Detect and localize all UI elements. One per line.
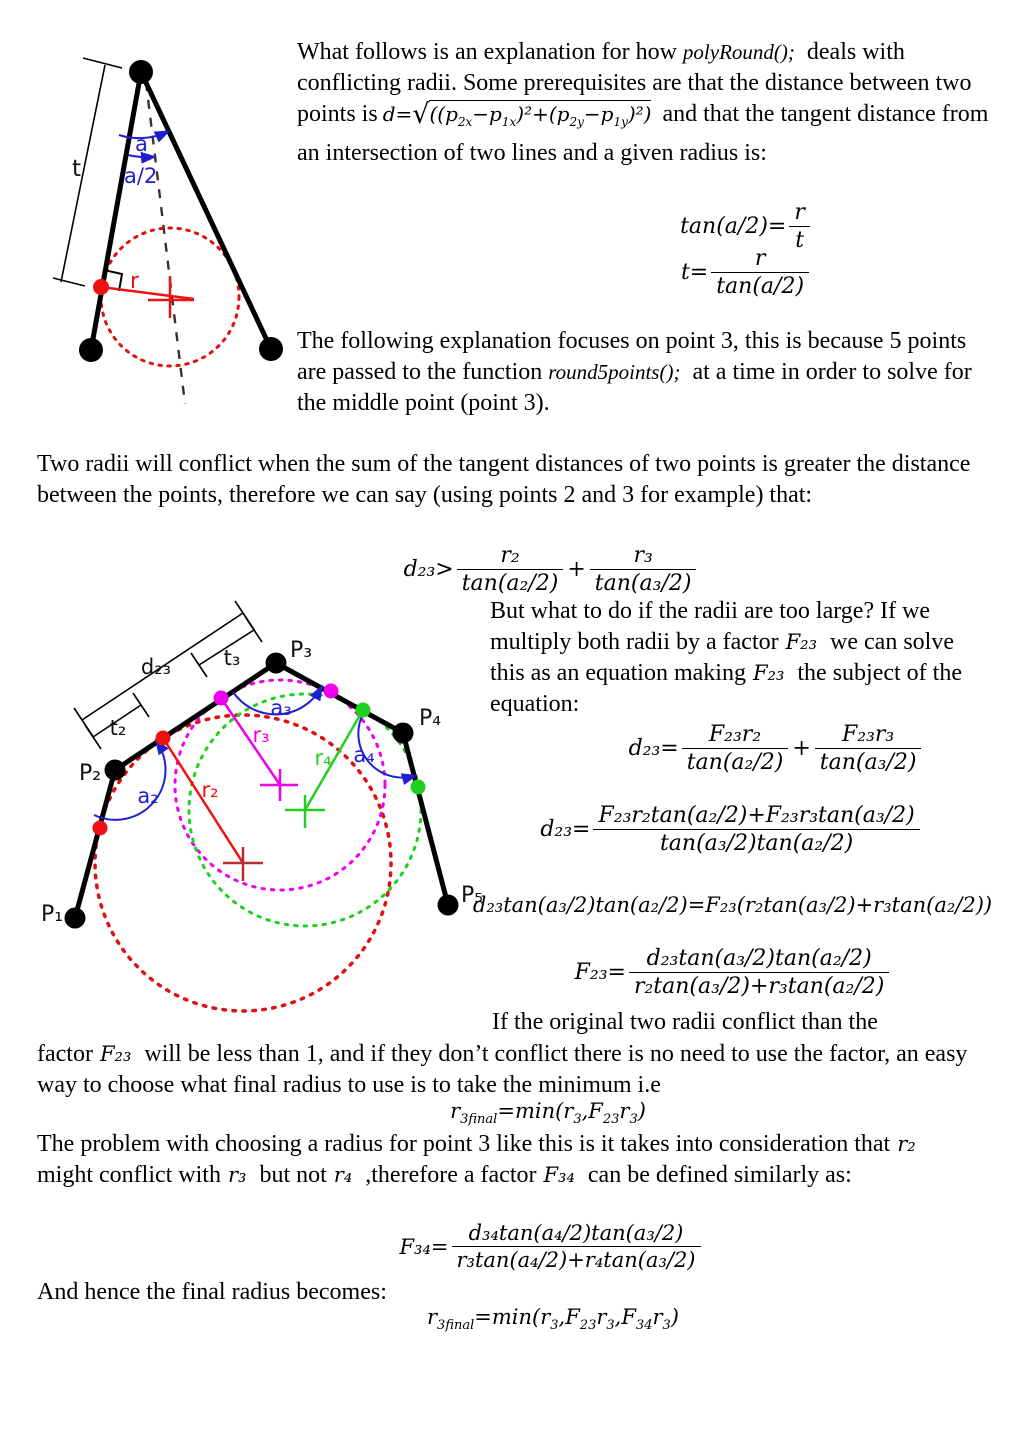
t3-tick-b [246,618,262,642]
fraction: $\frac{\text{F₂₃r₂}}{\text{tan(a₂/2)}}$ [682,722,789,775]
intro-paragraph [297,37,994,169]
tangent-point-dot [93,279,109,295]
problem-text-d: ,therefore a factor [359,1162,537,1188]
d23-label: d₂₃ [140,655,172,679]
factor-text-c: the subject of the equation: [490,660,962,717]
point3-paragraph [297,326,994,419]
left-edge [91,72,141,350]
r2-inline: r₂ [897,1132,916,1156]
left-vertex-dot [79,338,103,362]
radius-label: r [130,269,140,294]
point3-text-b: at a time in order to solve for the middle point (point 3). [297,359,972,416]
r2-label: r₂ [201,778,219,802]
p1-vertex-dot [65,908,86,929]
minimum-paragraph-line1 [492,1007,972,1038]
t2-tick-b [133,693,149,717]
p5-label: P₅ [460,883,484,908]
distance-formula: $d=√((p_{2x}-p_{1x})^2+(p_{2y}-p_{1y})^2)$ [382,99,652,130]
equation-tan-half-angle: tan(a/2)= $\frac{r}{t}$ [585,200,905,253]
equation-r3final-min2: $r_{3final}=\min(r_3,F_{23}r_3)$ [450,1099,646,1128]
round5points-function-name: round5points(); [548,360,681,384]
fraction: $\frac{\text{F₂₃r₃}}{\text{tan(a₃/2)}}$ [815,722,922,775]
problem-paragraph [37,1129,977,1191]
r4-tangent-dot-b [411,780,426,795]
equation-r3final-min3: $r_{3final}=\min(r_3,F_{23}r_3,F_{34}r_3)$ [427,1305,679,1334]
angle-a4-label: a₄ [353,743,375,767]
fraction: $\frac{r}{t}$ [789,200,810,253]
equation-conflict-condition: d₂₃> $\frac{\text{r₂}}{\text{tan(a₂/2)}}$ + $\frac{\text{r₃}}{\text{tan(a₃/2)}}$ [380,543,720,596]
right-vertex-dot [259,337,283,361]
fraction: $\frac{\text{r₂}}{\text{tan(a₂/2)}}$ [457,543,564,596]
equation-expanded: d₂₃tan(a₃/2)tan(a₂/2)=F₂₃(r₂tan(a₃/2)+r₃tan(a₂/2)) [472,893,993,917]
r4-inline: r₄ [333,1163,353,1187]
fraction: $\frac{\text{r₃}}{\text{tan(a₃/2)}}$ [590,543,697,596]
t2-label: t₂ [109,716,127,740]
t-measure-tick-top [83,58,122,68]
problem-text-b: might conflict with [37,1162,221,1188]
p3-label: P₃ [289,638,313,663]
r4-tangent-dot-a [356,703,371,718]
fraction: $\frac{\text{d₂₃tan(a₃/2)tan(a₂/2)}}{\text{r₂tan(a₃/2)+r₃tan(a₂/2)}}$ [629,946,889,999]
equation-f34: F₃₄= $\frac{\text{d₃₄tan(a₄/2)tan(a₃/2)}}{\text{r₃tan(a₄/2)+r₄tan(a₃/2)}}$ [370,1221,730,1272]
polyround-function-name: polyRound(); [682,40,795,64]
r4-label: r₄ [314,746,332,770]
t-measure-line [61,65,105,282]
factor-text-a: But what to do if the radii are too large? If we multiply both radii by a factor [490,598,931,655]
minimum-text-b: will be less than 1, and if they don’t conflict there is no need to use the factor, an easy way to choose what final radius to use is to take the minimum i.e [37,1041,968,1098]
equation-d23-with-factor: d₂₃= $\frac{\text{F₂₃r₂}}{\text{tan(a₂/2)}}$ + $\frac{\text{F₂₃r₃}}{\text{tan(a₃/2)}}$ [560,722,990,775]
conflict-paragraph [37,449,972,511]
angle-a-half-label: a/2 [124,164,158,188]
problem-text-e: can be defined similarly as: [581,1162,852,1188]
angle-a-label: a [135,132,148,156]
f23-inline: F₂₃ [785,630,818,654]
t2-tick-a [85,725,101,749]
intro-text-c: and that the tangent distance from an intersection of two lines and a given radius is: [297,101,989,166]
minimum-paragraph-rest [37,1039,972,1101]
radius-line [101,287,194,299]
intro-text-b: deals with conflicting radii. Some prerequisites are that the distance between two points is [297,39,972,127]
minimum-text-line1: If the original two radii conflict than the [492,1009,878,1035]
fraction: $\frac{r}{\tan(a/2)}$ [711,246,809,299]
f23-inline: F₂₃ [752,661,785,685]
r2-tangent-dot-b [93,821,108,836]
p2-vertex-dot [105,760,126,781]
bisector-dashed-line [146,82,185,404]
r3-inline: r₃ [227,1163,247,1187]
f34-inline: F₃₄ [543,1163,575,1187]
p2-label: P₂ [78,761,102,786]
polyline-p1-p5 [75,663,448,918]
final-radius-paragraph [37,1277,637,1308]
p5-vertex-dot [438,895,459,916]
tangent-distance-figure [28,48,310,420]
apex-vertex-dot [129,60,153,84]
r3-tangent-dot-a [214,691,229,706]
t3-label: t₃ [223,646,241,670]
equation-tangent-distance: t= $\frac{r}{\tan(a/2)}$ [585,246,905,299]
final-radius-text: And hence the final radius becomes: [37,1279,387,1305]
t-label: t [72,156,82,182]
t3-tick-a [191,653,207,677]
square-root-sign: √ [412,99,430,130]
intro-text-a: What follows is an explanation for how [297,39,677,65]
equation-f23: F₂₃= $\frac{\text{d₂₃tan(a₃/2)tan(a₂/2)}}{\text{r₂tan(a₃/2)+r₃tan(a₂/2)}}$ [517,946,947,999]
r2-tangent-dot-a [156,731,171,746]
angle-a3-label: a₃ [270,696,292,720]
r3-tangent-dot-b [324,684,339,699]
five-point-polyline-figure [30,598,512,1038]
radicand: $((p_{2x}-p_{1x})^2+(p_{2y}-p_{1y})^2)$ [429,102,652,129]
equation-d23-combined: d₂₃= $\frac{\text{F₂₃r₂tan(a₂/2)+F₂₃r₃tan(a₃/2)}}{\text{tan(a₃/2)tan(a₂/2)}}$ [515,803,945,856]
problem-text-a: The problem with choosing a radius for point 3 like this is it takes into consideration that [37,1131,891,1157]
fraction: $\frac{\text{F₂₃r₂tan(a₂/2)+F₂₃r₃tan(a₃/2)}}{\text{tan(a₃/2)tan(a₂/2)}}$ [593,803,919,856]
f23-inline: F₂₃ [99,1042,132,1066]
minimum-text-a: factor [37,1041,93,1067]
p3-vertex-dot [266,653,287,674]
t-measure-tick-bottom [53,278,85,286]
problem-text-c: but not [253,1162,327,1188]
factor-text-b: we can solve this as an equation making [490,629,954,686]
r3-label: r₃ [252,723,270,747]
angle-a2-label: a₂ [137,784,159,808]
factor-paragraph [490,596,972,720]
p1-label: P₁ [40,902,64,927]
conflict-text: Two radii will conflict when the sum of the tangent distances of two points is greater the distance between the points, therefore we can say (using points 2 and 3 for example) that: [37,451,971,508]
point3-text-a: The following explanation focuses on point 3, this is because 5 points are passed to the function [297,328,967,385]
fraction: $\frac{\text{d₃₄tan(a₄/2)tan(a₃/2)}}{\text{r₃tan(a₄/2)+r₄tan(a₃/2)}}$ [452,1221,701,1272]
p4-vertex-dot [393,723,414,744]
p4-label: P₄ [418,706,442,731]
